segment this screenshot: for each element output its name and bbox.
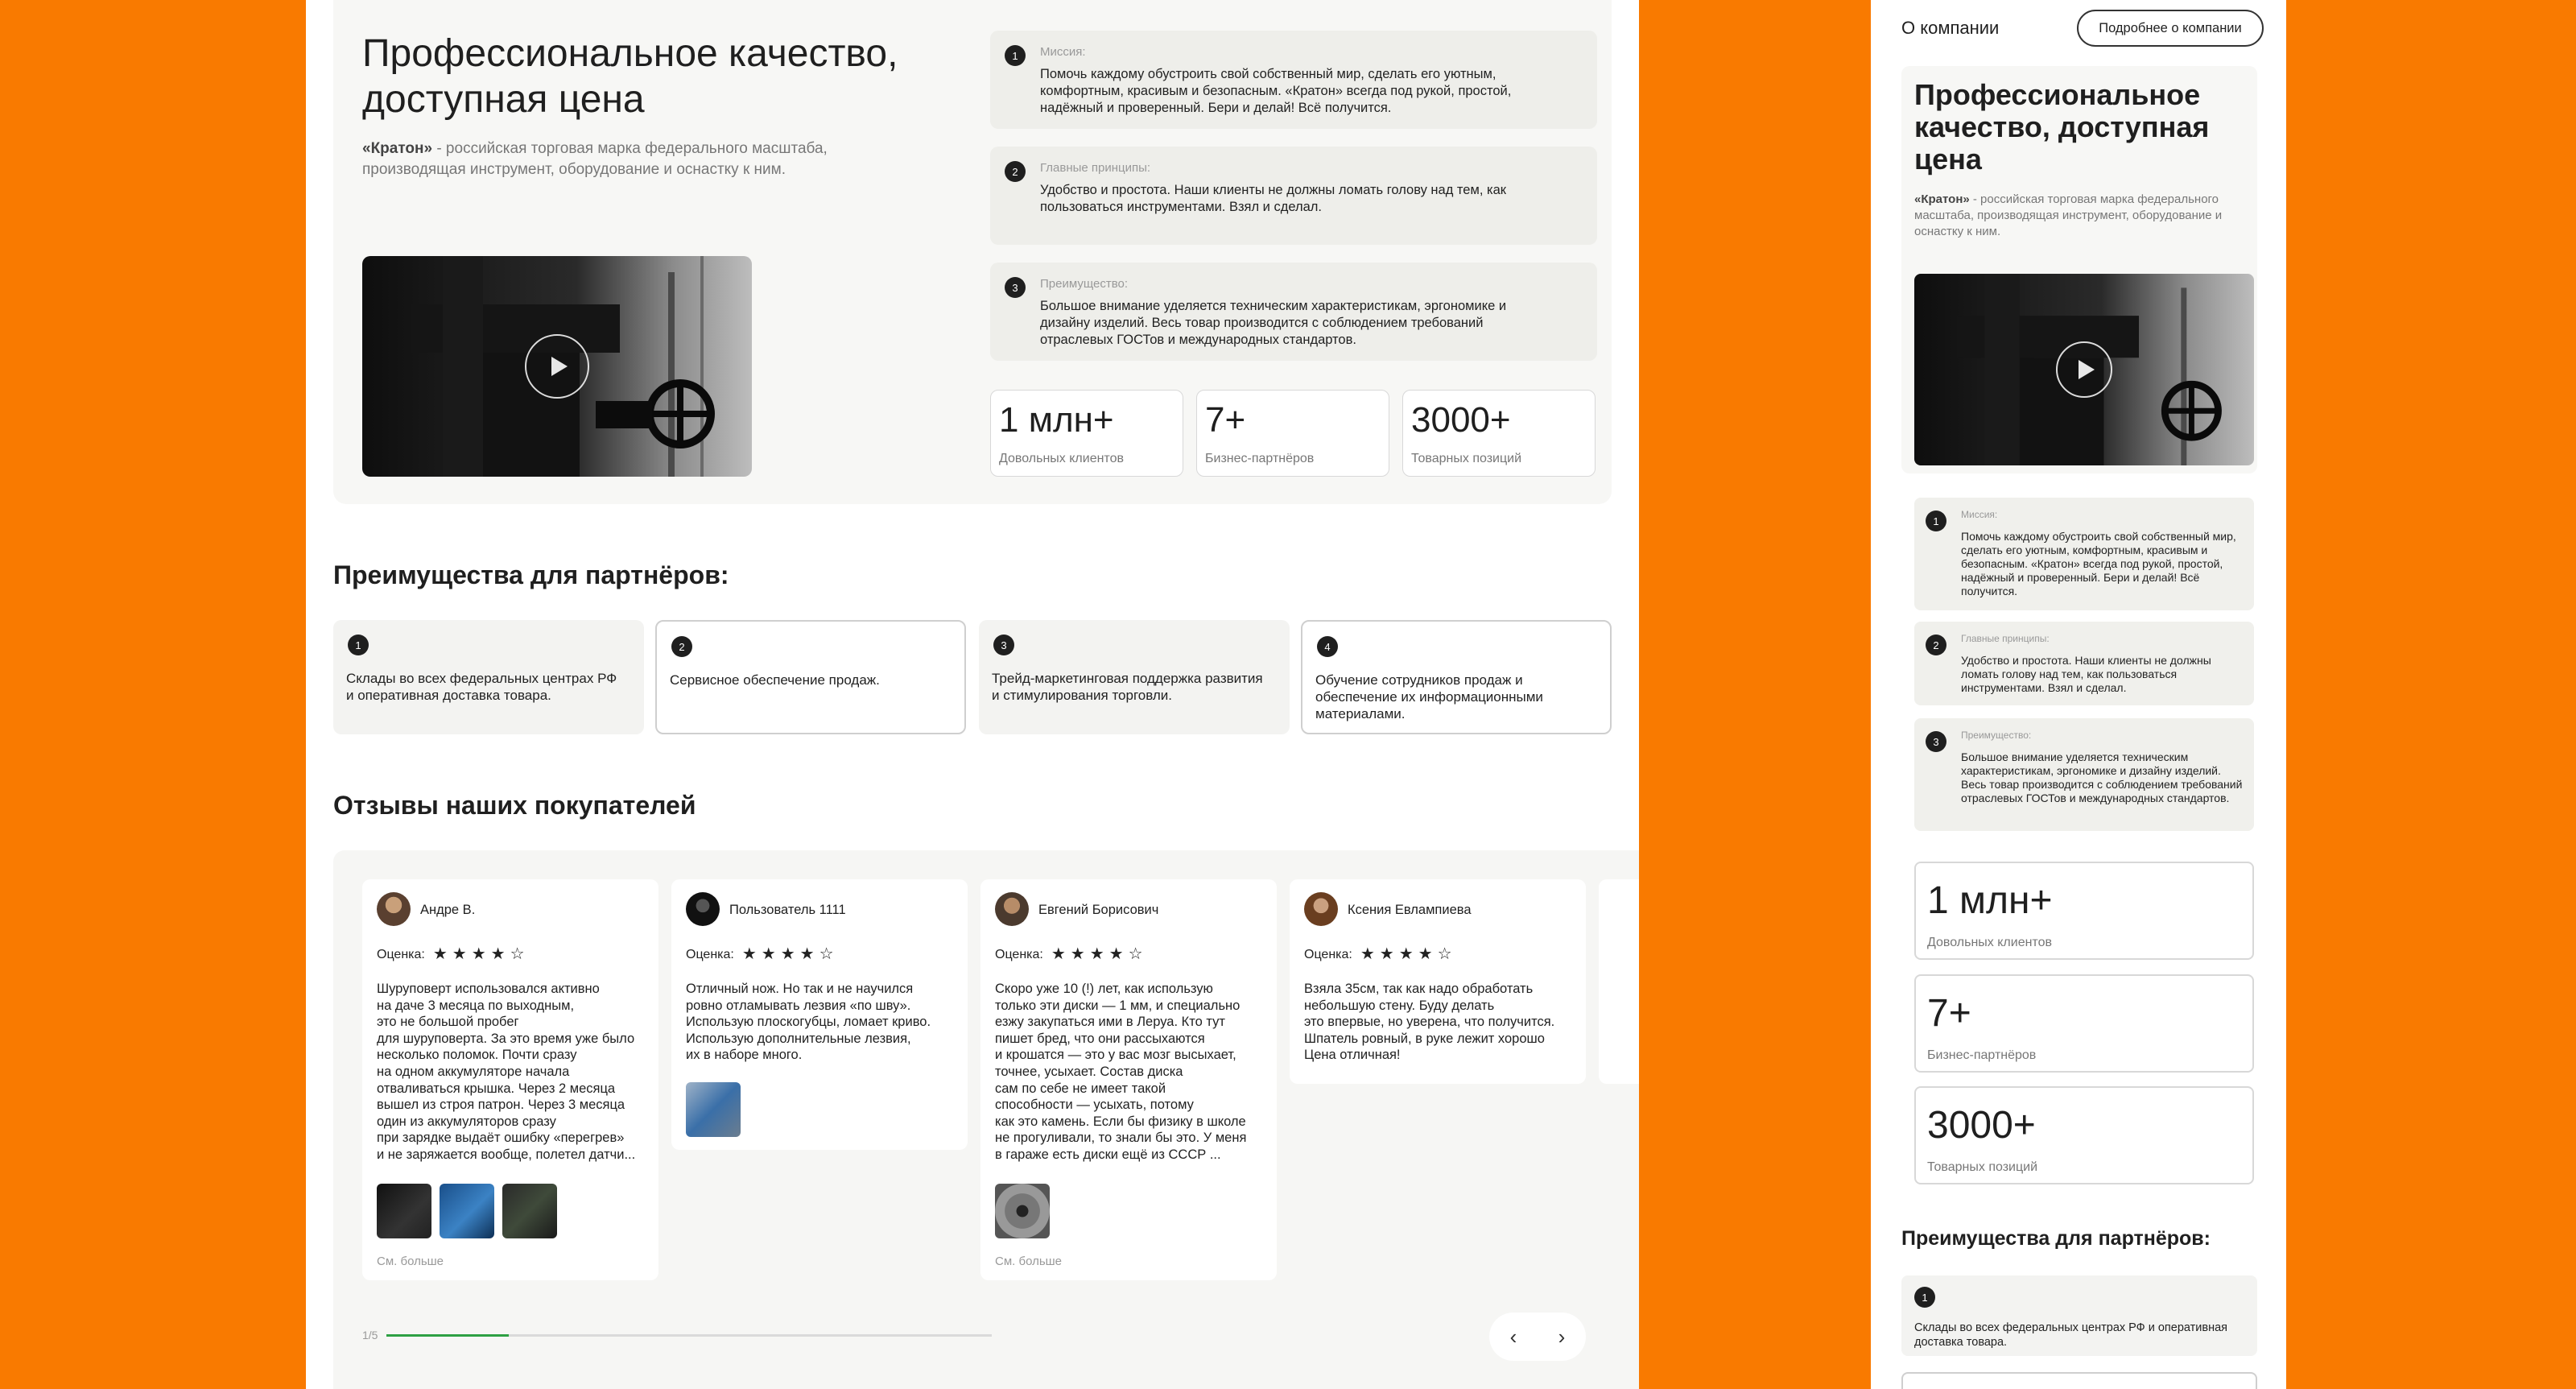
avatar: [377, 892, 411, 926]
pager-label: 1/5: [362, 1329, 378, 1341]
stat-label: Бизнес-партнёров: [1927, 1048, 2037, 1062]
desktop-page: [306, 0, 1639, 1389]
number-badge: 1: [1926, 511, 1946, 531]
reviews-title: Отзывы наших покупателей: [333, 791, 696, 820]
review-text: Отличный нож. Но так и не научился ровно отламывать лезвия «по шву». Использую плоскогубцы, ломает криво. Использую дополнительные лезвия, их в наборе много.: [686, 982, 931, 1063]
review-photo[interactable]: [686, 1082, 741, 1137]
stat-value: 1 млн+: [999, 400, 1114, 440]
number-badge: 1: [348, 635, 369, 655]
number-badge: 2: [1926, 635, 1946, 655]
hero-title: Профессиональное качество, доступная цена: [1914, 78, 2210, 176]
number-badge: 2: [671, 636, 692, 657]
info-card-principles: [990, 147, 1597, 245]
number-badge: 3: [993, 635, 1014, 655]
stat-partners: [1196, 390, 1389, 477]
mobile-page: [1871, 0, 2286, 1389]
info-card-advantage: [990, 263, 1597, 361]
reviewer-name: Ксения Евлампиева: [1348, 903, 1472, 917]
review-photo[interactable]: [502, 1184, 557, 1238]
number-badge: 4: [1317, 636, 1338, 657]
reviewer-name: Андре В.: [420, 903, 476, 917]
partner-advantage-text: Трейд-маркетинговая поддержка развития и стимулирования торговли.: [992, 671, 1263, 703]
stat-products: [1914, 1086, 2254, 1184]
stat-clients: [1914, 862, 2254, 960]
review-card[interactable]: [980, 879, 1277, 1280]
video-player[interactable]: [362, 256, 752, 477]
avatar: [1304, 892, 1338, 926]
hero-title: Профессиональное качество, доступная цена: [362, 32, 898, 121]
stat-value: 1 млн+: [1927, 879, 2053, 922]
stat-label: Бизнес-партнёров: [1205, 452, 1315, 465]
number-badge: 2: [1005, 161, 1026, 182]
info-card-mission: [1914, 498, 2254, 610]
avatar: [686, 892, 720, 926]
review-card-partial[interactable]: [1599, 879, 1639, 1084]
info-label: Преимущество:: [1961, 730, 2032, 741]
info-label: Миссия:: [1040, 45, 1086, 59]
info-text: Удобство и простота. Наши клиенты не должны ломать голову над тем, как пользоваться инструментами. Взял и сделал.: [1961, 654, 2211, 694]
rating-label: Оценка:: [995, 948, 1043, 961]
star-icons: ★★★★☆: [1051, 945, 1148, 963]
info-text: Удобство и простота. Наши клиенты не должны ломать голову над тем, как пользоваться инструментами. Взял и сделал.: [1040, 183, 1506, 214]
partners-title: Преимущества для партнёров:: [333, 560, 729, 589]
rating-label: Оценка:: [377, 948, 425, 961]
info-label: Миссия:: [1961, 509, 1998, 520]
chevron-left-icon: ‹: [1509, 1324, 1517, 1349]
hero-description-text: - российская торговая марка федерального масштаба, производящая инструмент, оборудование и оснастку к ним.: [362, 140, 828, 178]
partner-advantage-card[interactable]: [1301, 620, 1612, 734]
see-more-link[interactable]: См. больше: [995, 1255, 1063, 1268]
review-card[interactable]: [362, 879, 658, 1280]
progress-track: [386, 1334, 992, 1337]
info-label: Главные принципы:: [1040, 161, 1151, 175]
hero-section: [333, 0, 1612, 504]
partner-advantage-text: Обучение сотрудников продаж и обеспечение их информационными материалами.: [1315, 672, 1543, 721]
rating: [995, 944, 1148, 964]
number-badge: 1: [1914, 1287, 1935, 1308]
rating: [686, 944, 839, 964]
partner-advantage-card[interactable]: [979, 620, 1290, 734]
partner-advantage-text: Склады во всех федеральных центрах РФ и оперативная доставка товара.: [346, 671, 617, 703]
stat-partners: [1914, 974, 2254, 1073]
number-badge: 1: [1005, 45, 1026, 66]
brand-name: «Кратон»: [1914, 192, 1970, 206]
stat-value: 7+: [1205, 400, 1246, 440]
partner-advantage-card-partial[interactable]: [1901, 1372, 2257, 1389]
hero-description: [362, 138, 910, 180]
next-button[interactable]: [1538, 1313, 1586, 1361]
number-badge: 3: [1926, 731, 1946, 752]
about-more-button[interactable]: Подробнее о компании: [2077, 10, 2264, 47]
info-text: Помочь каждому обустроить свой собственный мир, сделать его уютным, комфортным, красивым и безопасным. «Кратон» всегда под рукой, простой, надёжный и проверенный. Бери и делай! Всё получится.: [1040, 67, 1512, 115]
see-more-link[interactable]: См. больше: [377, 1255, 444, 1268]
review-photo[interactable]: [377, 1184, 431, 1238]
stat-value: 7+: [1927, 992, 1971, 1035]
star-icons: ★★★★☆: [1360, 945, 1457, 963]
partner-advantage-text: Сервисное обеспечение продаж.: [670, 672, 880, 688]
play-button[interactable]: [2056, 341, 2112, 398]
info-label: Преимущество:: [1040, 277, 1129, 291]
review-photo[interactable]: [995, 1184, 1050, 1238]
hero-description: [1914, 192, 2252, 240]
info-label: Главные принципы:: [1961, 633, 2050, 644]
reviewer-name: Пользователь 1111: [729, 903, 846, 917]
review-card[interactable]: [671, 879, 968, 1150]
stat-clients: [990, 390, 1183, 477]
review-text: Шуруповерт использовался активно на даче 3 месяца по выходным, это не большой пробег для шуруповерта. За это время уже было несколько поломок. Почти сразу на одном аккумуляторе начала отваливаться крышка. Через 2 месяца вышел из строя патрон. Через 3 месяца один из аккумуляторов сразу при зарядке выдаёт ошибку «перегрев» и не заряжается вообще, полетел датчи...: [377, 982, 636, 1162]
star-icons: ★★★★☆: [432, 945, 530, 963]
number-badge: 3: [1005, 277, 1026, 298]
info-text: Большое внимание уделяется техническим характеристикам, эргономике и дизайну изделий. Весь товар производится с соблюдением требований отраслевых ГОСТов и международных стандартов.: [1961, 750, 2243, 804]
review-card[interactable]: [1290, 879, 1586, 1084]
stat-value: 3000+: [1927, 1104, 2036, 1147]
play-button[interactable]: [525, 334, 589, 399]
play-icon: [551, 357, 568, 376]
rating-label: Оценка:: [1304, 948, 1352, 961]
partner-advantage-card[interactable]: [655, 620, 966, 734]
info-text: Большое внимание уделяется техническим характеристикам, эргономике и дизайну изделий. Весь товар производится с соблюдением требований отраслевых ГОСТов и международных стандартов.: [1040, 299, 1507, 347]
star-icons: ★★★★☆: [741, 945, 839, 963]
review-photo[interactable]: [440, 1184, 494, 1238]
stat-label: Товарных позиций: [1927, 1160, 2038, 1174]
rating: [377, 944, 530, 964]
rating: [1304, 944, 1457, 964]
stat-value: 3000+: [1411, 400, 1511, 440]
review-text: Скоро уже 10 (!) лет, как использую только эти диски — 1 мм, и специально езжу закупаться ими в Леруа. Кто тут пишет бред, что они рассыхаются и крошатся — это у вас мозг высыхает, точнее, усыхает. Состав диска сам по себе не имеет такой способности — усыхать, потому как это камень. Если бы физику в школе не прогуливали, то знали бы это. У меня в гараже есть диски ещё из СССР ...: [995, 982, 1247, 1162]
reviews-carousel: [333, 850, 1639, 1389]
prev-button[interactable]: [1489, 1313, 1538, 1361]
reviewer-name: Евгений Борисович: [1038, 903, 1159, 917]
stat-label: Довольных клиентов: [999, 452, 1124, 465]
carousel-nav: [1489, 1313, 1586, 1361]
rating-label: Оценка:: [686, 948, 734, 961]
chevron-right-icon: ›: [1558, 1324, 1566, 1349]
about-heading: О компании: [1901, 18, 2000, 38]
partner-advantage-text: Склады во всех федеральных центрах РФ и оперативная доставка товара.: [1914, 1321, 2228, 1349]
brand-name: «Кратон»: [362, 140, 433, 157]
stat-products: [1402, 390, 1596, 477]
info-card-principles: [1914, 622, 2254, 705]
partner-advantage-card[interactable]: [333, 620, 644, 734]
stat-label: Товарных позиций: [1411, 452, 1522, 465]
video-player[interactable]: [1914, 274, 2254, 465]
partner-advantage-card[interactable]: [1901, 1275, 2257, 1356]
progress-fill: [386, 1334, 509, 1337]
hero-description-text: - российская торговая марка федерального масштаба, производящая инструмент, оборудование и оснастку к ним.: [1914, 192, 2223, 238]
info-card-advantage: [1914, 718, 2254, 831]
mobile-hero: [1901, 66, 2257, 473]
stat-label: Довольных клиентов: [1927, 936, 2052, 949]
partners-title: Преимущества для партнёров:: [1901, 1227, 2211, 1250]
review-text: Взяла 35см, так как надо обработать небольшую стену. Буду делать это впервые, но уверена, что получится. Шпатель ровный, в руке лежит хорошо Цена отличная!: [1304, 982, 1555, 1063]
info-card-mission: [990, 31, 1597, 129]
play-icon: [2079, 360, 2095, 379]
avatar: [995, 892, 1029, 926]
info-text: Помочь каждому обустроить свой собственный мир, сделать его уютным, комфортным, красивым и безопасным. «Кратон» всегда под рукой, простой, надёжный и проверенный. Бери и делай! Всё получится.: [1961, 530, 2236, 597]
